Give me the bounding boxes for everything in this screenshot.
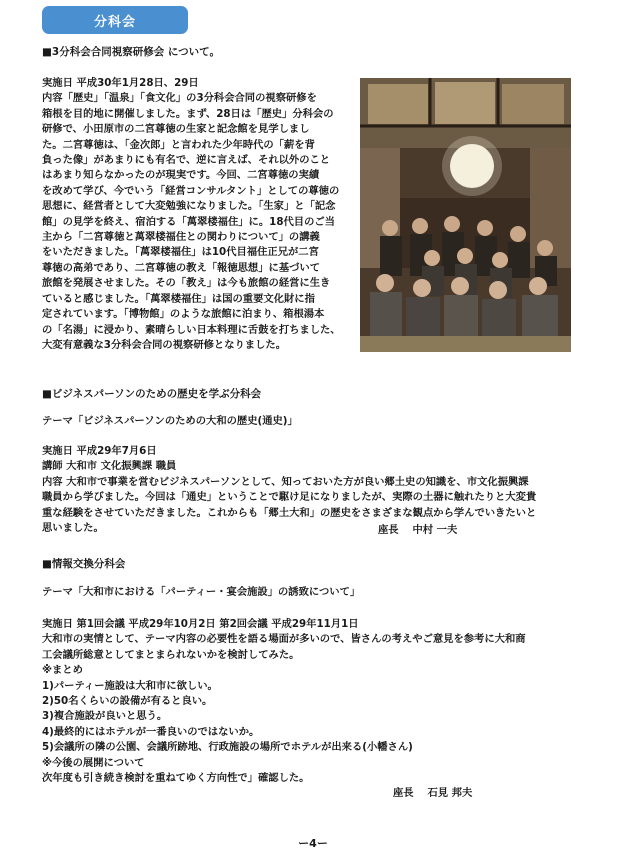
text-line: 定されています。「博物館」のような旅館に泊まり、箱根湯本 <box>42 308 325 321</box>
text-line: 内容「歴史」「温泉」「食文化」の3分科会合同の視察研修を <box>42 92 317 105</box>
text-line: 実施日 平成30年1月28日、29日 <box>42 77 199 89</box>
page-number: ー4ー <box>298 837 328 850</box>
text-line: はあまり知らなかったのが現実です。今回、二宮尊徳の実績 <box>42 169 320 182</box>
section2-title: ■ビジネスパーソンのための歴史を学ぶ分科会 <box>42 388 262 400</box>
section3-body <box>42 617 582 786</box>
text-line: 1)パーティー施設は大和市に欲しい。 <box>42 679 218 692</box>
section3-title: ■情報交換分科会 <box>42 558 126 570</box>
text-line: 主から「二宮尊徳と萬翠楼福住との関わりについて」の講義 <box>42 231 320 244</box>
text-line: 負った像」があまりにも有名で、逆に言えば、それ以外のこと <box>42 154 331 167</box>
text-line: た。二宮尊徳は、「金次郎」と言われた少年時代の「薪を背 <box>42 138 315 151</box>
text-line: 研修で、小田原市の二宮尊徳の生家と記念館を見学しまし <box>42 123 310 136</box>
section3-theme: テーマ「大和市における「パーティー・宴会施設」の誘致について」 <box>42 586 361 598</box>
text-line: 5)会議所の隣の公園、会議所跡地、行政施設の場所でホテルが出来る(小幡さん) <box>42 741 413 754</box>
text-line: 大変有意義な3分科会合同の視察研修となりました。 <box>42 338 286 351</box>
section3-signature: 座長 石見 邦夫 <box>393 787 473 799</box>
text-line: を改めて学び、今でいう「経営コンサルタント」としての尊徳の <box>42 184 340 197</box>
section1-body <box>42 76 352 353</box>
text-line: 思想に、経営者として大変勉強になりました。「生家」と「記念 <box>42 200 336 213</box>
text-line: 重な経験をさせていただきました。これからも「郷土大和」の歴史をさまざまな観点から学んでいきたいと <box>42 506 537 519</box>
text-line: 工会議所総意としてまとまられないかを検討してみた。 <box>42 648 300 661</box>
text-line: 大和市の実情として、テーマ内容の必要性を語る場面が多いので、皆さんの考えやご意見を参考に大和商 <box>42 633 526 646</box>
text-line: 箱根を目的地に開催しました。まず、28日は「歴史」分科会の <box>42 107 334 120</box>
text-line: 実施日 平成29年7月6日 <box>42 445 157 457</box>
section1-title: ■3分科会合同視察研修会 について。 <box>42 46 220 58</box>
text-line: 実施日 第1回会議 平成29年10月2日 第2回会議 平成29年11月1日 <box>42 618 359 630</box>
text-line: ていると感じました。「萬翠楼福住」は国の重要文化財に指 <box>42 292 315 305</box>
text-line: 講師 大和市 文化振興課 職員 <box>42 460 177 473</box>
section2-signature: 座長 中村 一夫 <box>378 524 458 536</box>
section-header-badge: 分科会 <box>42 6 188 34</box>
text-line: 思いました。 <box>42 522 104 535</box>
text-line: 2)50名くらいの設備が有ると良い。 <box>42 695 213 708</box>
text-line: 職員から学びました。今回は「通史」ということで駆け足になりましたが、実際の土器に触れたりと大変貴 <box>42 491 537 504</box>
text-line: ※今後の展開について <box>42 756 145 769</box>
text-line: 館」の見学を終え、宿泊する「萬翠楼福住」に。18代目のご当 <box>42 215 335 228</box>
text-line: の「名湯」に浸かり、素晴らしい日本料理に舌鼓を打ちました、 <box>42 323 341 336</box>
text-line: 4)最終的にはホテルが一番良いのではないか。 <box>42 725 260 738</box>
group-photo-image <box>360 78 571 352</box>
text-line: 次年度も引き続き検討を重ねてゆく方向性で」確認した。 <box>42 772 310 785</box>
text-line: 旅館を発展させました。その「教え」は今も旅館の経営に生き <box>42 277 331 290</box>
text-line: 3)複合施設が良いと思う。 <box>42 710 168 723</box>
text-line: 尊徳の高弟であり、二宮尊徳の教え「報徳思想」に基づいて <box>42 261 321 274</box>
text-line: をいただきました。「萬翠楼福住」は10代目福住正兄が二宮 <box>42 246 319 259</box>
section2-theme: テーマ「ビジネスパーソンのための大和の歴史(通史)」 <box>42 415 298 427</box>
group-photo <box>360 78 571 352</box>
text-line: ※まとめ <box>42 664 83 677</box>
text-line: 内容 大和市で事業を営むビジネスパーソンとして、知っておいた方が良い郷土史の知識を、市文化振興課 <box>42 475 529 488</box>
section2-body <box>42 444 582 536</box>
